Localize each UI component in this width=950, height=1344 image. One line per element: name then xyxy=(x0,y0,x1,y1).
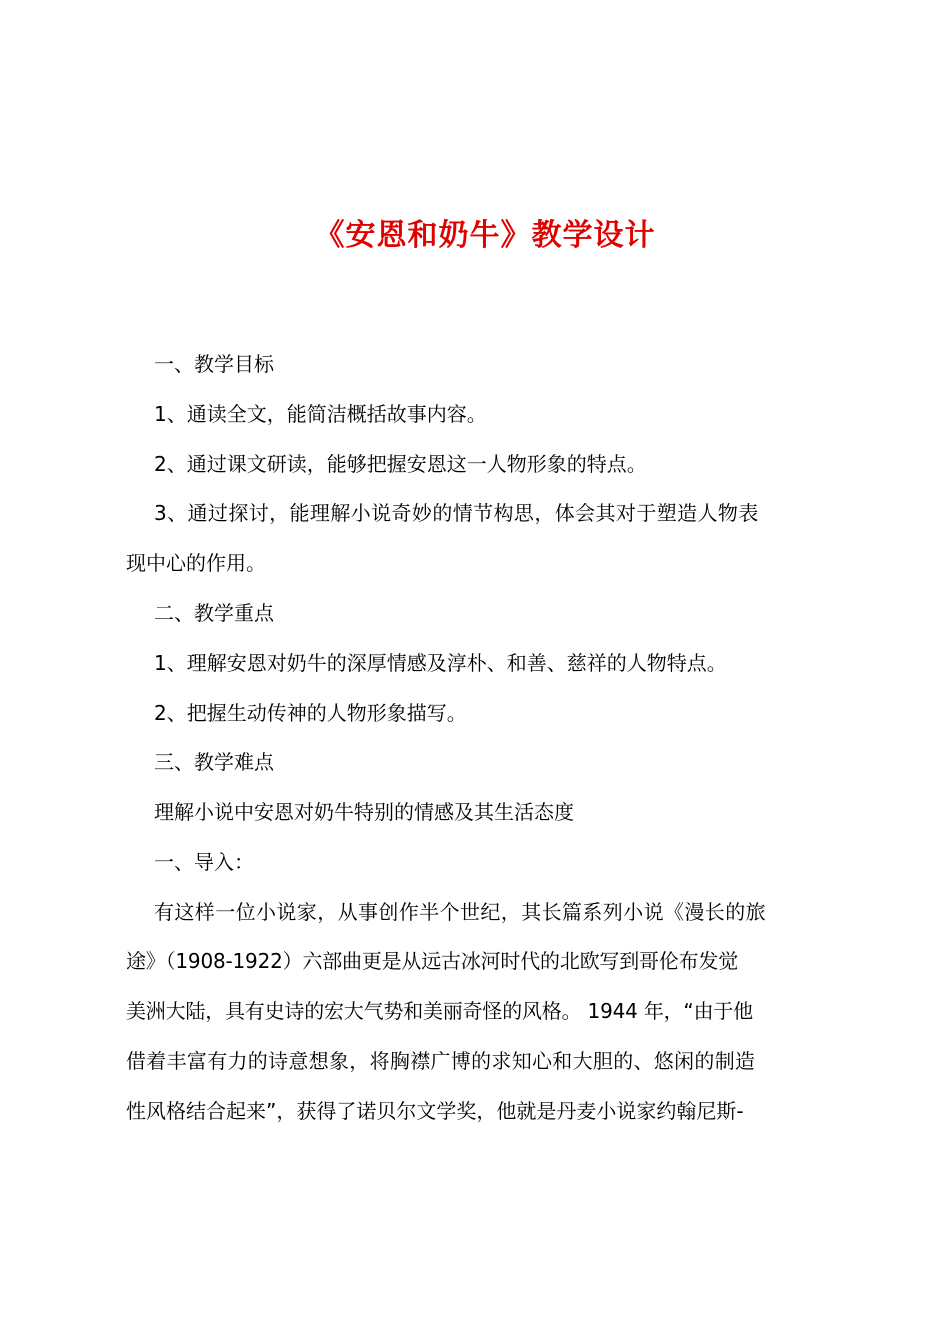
intro-paragraph-line-5: 性风格结合起来”，获得了诺贝尔文学奖，他就是丹麦小说家约翰尼斯- xyxy=(126,1099,744,1123)
document-title: 《安恩和奶牛》教学设计 xyxy=(314,218,656,253)
intro-paragraph-line-3: 美洲大陆，具有史诗的宏大气势和美丽奇怪的风格。 1944 年，“由于他 xyxy=(126,999,753,1023)
intro-paragraph-line-2: 途》（1908-1922）六部曲更是从远古冰河时代的北欧写到哥伦布发觉 xyxy=(126,949,739,973)
intro-paragraph-line-4: 借着丰富有力的诗意想象，将胸襟广博的求知心和大胆的、悠闲的制造 xyxy=(126,1049,756,1073)
difficulties-heading: 三、教学难点 xyxy=(154,750,274,774)
objectives-heading: 一、教学目标 xyxy=(154,352,274,376)
key-point-item-2: 2、把握生动传神的人物形象描写。 xyxy=(154,701,467,725)
objective-item-1: 1、通读全文，能简洁概括故事内容。 xyxy=(154,402,487,426)
key-point-item-1: 1、理解安恩对奶牛的深厚情感及淳朴、和善、慈祥的人物特点。 xyxy=(154,651,727,675)
difficulty-item-1: 理解小说中安恩对奶牛特别的情感及其生活态度 xyxy=(154,800,574,824)
intro-heading: 一、导入： xyxy=(154,850,254,874)
key-points-heading: 二、教学重点 xyxy=(154,601,274,625)
intro-paragraph-line-1: 有这样一位小说家，从事创作半个世纪，其长篇系列小说《漫长的旅 xyxy=(154,900,766,924)
objective-item-2: 2、通过课文研读，能够把握安恩这一人物形象的特点。 xyxy=(154,452,647,476)
objective-item-3-line-1: 3、通过探讨，能理解小说奇妙的情节构思，体会其对于塑造人物表 xyxy=(154,501,759,525)
objective-item-3-line-2: 现中心的作用。 xyxy=(126,551,266,575)
